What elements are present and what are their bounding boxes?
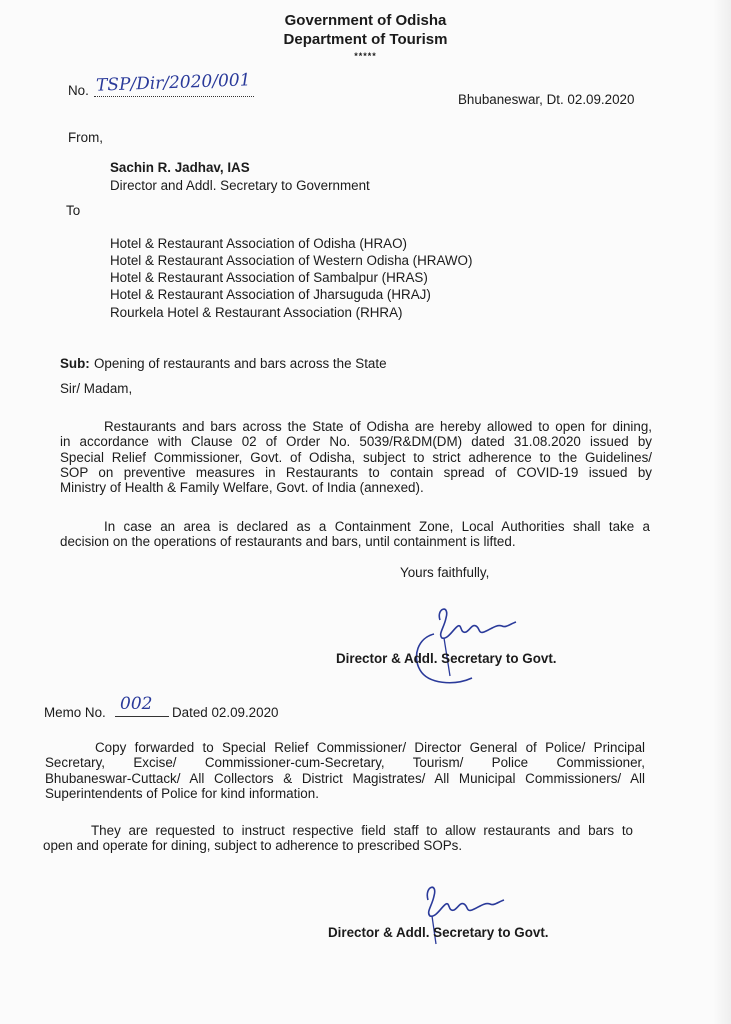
salutation: Sir/ Madam, (60, 381, 133, 396)
sender-name: Sachin R. Jadhav, IAS (110, 160, 250, 175)
sender-designation: Director and Addl. Secretary to Government (110, 178, 370, 193)
header-stars: ***** (354, 51, 377, 61)
to-label: To (66, 203, 81, 218)
signature-1 (398, 598, 528, 688)
paragraph-line: Copy forwarded to Special Relief Commissioner/ Director General of Police/ Principal (95, 740, 645, 755)
recipient-item: Rourkela Hotel & Restaurant Association (RHRA) (110, 305, 403, 320)
paragraph-line: decision on the operations of restaurants and bars, until containment is lifted. (60, 534, 516, 550)
subject-label: Sub: (60, 356, 90, 371)
department-heading: Department of Tourism (283, 31, 448, 48)
memo-paragraph-2 (43, 823, 633, 854)
signature-2 (392, 878, 522, 958)
recipient-item: Hotel & Restaurant Association of Sambalpur (HRAS) (110, 270, 428, 285)
paragraph-line: in accordance with Clause 02 of Order No. 5039/R&DM(DM) dated 31.08.2020 issued by (60, 434, 652, 450)
paragraph-line: Ministry of Health & Family Welfare, Govt. of India (annexed). (60, 480, 424, 496)
body-paragraph-2 (60, 519, 650, 550)
handwritten-reference-number: TSP/Dir/2020/001 (95, 70, 251, 96)
recipient-item: Hotel & Restaurant Association of Western Odisha (HRAWO) (110, 253, 473, 268)
memo-underline (115, 716, 169, 717)
paragraph-line: Superintendents of Police for kind information. (45, 785, 319, 801)
handwritten-memo-number: 002 (120, 694, 153, 714)
reference-dotted-line (94, 96, 254, 97)
reference-label: No. (68, 83, 89, 98)
memo-date: Dated 02.09.2020 (172, 705, 279, 720)
recipient-item: Hotel & Restaurant Association of Jharsuguda (HRAJ) (110, 287, 431, 302)
paragraph-line: Bhubaneswar-Cuttack/ All Collectors & District Magistrates/ All Municipal Commissioners/ All (45, 770, 645, 786)
paragraph-line: SOP on preventive measures in Restaurants to contain spread of COVID-19 issued by (60, 464, 652, 480)
paragraph-line: Special Relief Commissioner, Govt. of Odisha, subject to strict adherence to the Guidelines/ (60, 449, 652, 465)
memo-paragraph-1 (45, 740, 645, 801)
paragraph-line: open and operate for dining, subject to adherence to prescribed SOPs. (43, 838, 463, 854)
place-date: Bhubaneswar, Dt. 02.09.2020 (458, 92, 635, 107)
paragraph-line: Secretary, Excise/ Commissioner-cum-Secretary, Tourism/ Police Commissioner, (45, 755, 645, 771)
body-paragraph-1 (60, 419, 652, 495)
closing-text: Yours faithfully, (400, 565, 490, 580)
paragraph-line: In case an area is declared as a Containment Zone, Local Authorities shall take a (104, 519, 650, 534)
from-label: From, (68, 130, 103, 145)
signatory-title-1: Director & Addl. Secretary to Govt. (336, 651, 557, 666)
paragraph-line: They are requested to instruct respective field staff to allow restaurants and bars to (91, 823, 633, 838)
government-heading: Government of Odisha (284, 12, 447, 29)
signatory-title-2: Director & Addl. Secretary to Govt. (328, 925, 549, 940)
paragraph-line: Restaurants and bars across the State of Odisha are hereby allowed to open for dining, (104, 419, 652, 434)
subject-text: Opening of restaurants and bars across the State (94, 356, 387, 371)
recipient-item: Hotel & Restaurant Association of Odisha (HRAO) (110, 236, 407, 251)
memo-label: Memo No. (44, 705, 106, 720)
